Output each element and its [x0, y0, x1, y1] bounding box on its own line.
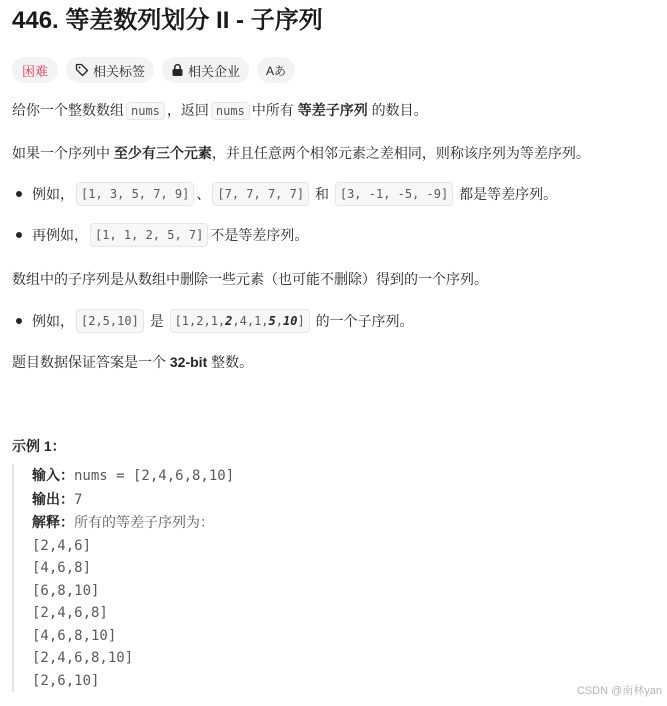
- example-line: [2,6,10]: [32, 672, 100, 689]
- example-title: 示例 1：: [12, 438, 66, 454]
- text: ，返回: [166, 102, 209, 118]
- difficulty-badge[interactable]: 困难: [12, 57, 58, 83]
- inline-code: [1, 1, 2, 5, 7]: [90, 223, 208, 247]
- inline-code: [170, 309, 310, 333]
- example-line: [2,4,6]: [32, 537, 92, 554]
- input-value: nums = [2,4,6,8,10]: [74, 468, 235, 484]
- text: 的数目。: [371, 102, 428, 118]
- bold-text: 至少有三个元素: [113, 145, 212, 161]
- desc-paragraph-4: [12, 352, 662, 372]
- tag-row: [12, 57, 662, 83]
- text: 中所有: [251, 102, 294, 118]
- inline-code: [1, 3, 5, 7, 9]: [76, 182, 194, 206]
- text: 例如，: [32, 186, 74, 202]
- example-line: [2,4,6,8]: [32, 605, 108, 621]
- related-tags-button[interactable]: [66, 57, 154, 83]
- text: 是: [149, 313, 164, 329]
- desc-paragraph-3: 数组中的子序列是从数组中删除一些元素（也可能不删除）得到的一个序列。: [12, 271, 488, 287]
- text: 都是等差序列。: [459, 186, 558, 202]
- example-explain-line: [32, 511, 234, 535]
- text: 题目数据保证答案是一个: [12, 354, 166, 370]
- explain-label: 解释：: [32, 514, 74, 530]
- inline-code: nums: [126, 102, 165, 120]
- example-block: [12, 464, 234, 692]
- tag-icon: [75, 63, 89, 77]
- inline-code: [7, 7, 7, 7]: [212, 182, 309, 206]
- text: 、: [196, 186, 211, 202]
- text: 的一个子序列。: [315, 313, 414, 329]
- problem-panel: [12, 0, 662, 456]
- desc-paragraph-1: [12, 100, 662, 121]
- desc-paragraph-2: [12, 143, 662, 163]
- example-line: [6,8,10]: [32, 582, 100, 599]
- translate-button[interactable]: [257, 57, 295, 83]
- example-line: [2,4,6,8,10]: [32, 650, 134, 666]
- inline-code: [3, -1, -5, -9]: [335, 182, 453, 206]
- list-item: [12, 309, 662, 333]
- bold-text: 32-bit: [169, 354, 208, 370]
- text: 再例如，: [32, 227, 88, 243]
- related-companies-button[interactable]: [162, 57, 249, 83]
- text: 例如，: [32, 313, 74, 329]
- example-line: [4,6,8,10]: [32, 627, 117, 644]
- example-line: [4,6,8]: [32, 560, 92, 576]
- code-emphasis: 2: [225, 314, 233, 328]
- code-part: ,4,1,: [232, 314, 269, 328]
- translate-icon: Aあ: [266, 63, 287, 78]
- code-part: ,: [275, 314, 283, 328]
- example-input-line: [32, 464, 234, 488]
- list-item: [12, 223, 662, 247]
- code-emphasis: 5: [268, 314, 276, 328]
- inline-code: nums: [211, 102, 250, 120]
- text: 给你一个整数数组: [12, 102, 124, 118]
- bullet-dot: [16, 318, 22, 324]
- output-label: 输出：: [32, 490, 74, 507]
- output-value: 7: [74, 491, 83, 508]
- input-label: 输入：: [32, 467, 74, 483]
- code-part: ]: [297, 314, 305, 328]
- bold-text: 等差子序列: [297, 102, 368, 118]
- related-tags-label: 相关标签: [93, 63, 146, 79]
- text: 不是等差序列。: [210, 227, 309, 243]
- code-part: [1,2,1,: [174, 314, 226, 328]
- list-item: [12, 182, 662, 206]
- text: 和: [314, 186, 329, 202]
- lock-icon: [171, 63, 184, 77]
- bullet-dot: [16, 232, 22, 238]
- bullet-dot: [16, 191, 22, 197]
- example-output-line: [32, 488, 234, 512]
- watermark: CSDN @南林yan: [576, 685, 662, 697]
- explain-text: 所有的等差子序列为：: [74, 514, 214, 530]
- related-companies-label: 相关企业: [188, 63, 241, 79]
- problem-title: 446. 等差数列划分 II - 子序列: [12, 7, 323, 34]
- text: ，并且任意两个相邻元素之差相同，则称该序列为等差序列。: [211, 145, 590, 161]
- inline-code: [2,5,10]: [76, 309, 144, 333]
- text: 整数。: [211, 354, 254, 370]
- code-emphasis: 10: [282, 314, 298, 328]
- text: 如果一个序列中: [12, 145, 110, 161]
